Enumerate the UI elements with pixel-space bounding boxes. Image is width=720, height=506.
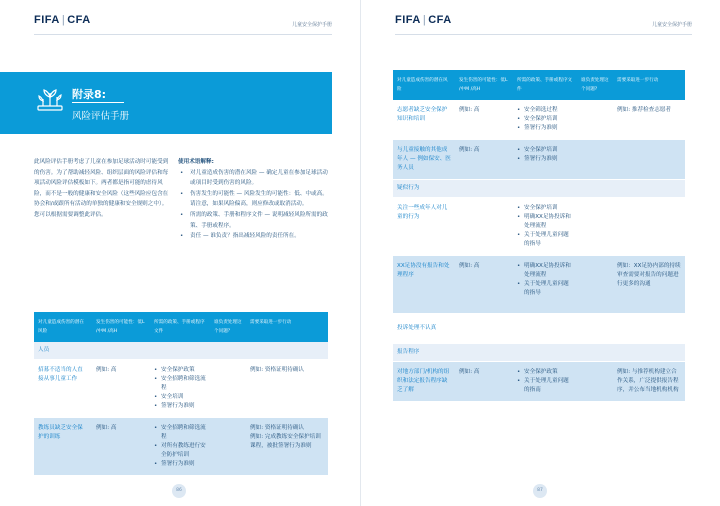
likelihood-cell: 例如: 高 <box>92 360 150 418</box>
running-title: 儿童安全保护手册 <box>651 22 692 28</box>
policy-item: • 安全保护政策 <box>517 368 573 377</box>
action-cell: 例如: 推荐检查志愿者 <box>613 100 685 140</box>
section-label: 报告程序 <box>393 344 685 362</box>
header-likelihood: 发生伤害的可能性：低L /中M /高H <box>455 70 513 100</box>
running-title: 儿童安全保护手册 <box>291 22 332 28</box>
header-likelihood: 发生伤害的可能性：低L /中M /高H <box>92 312 150 342</box>
likelihood-cell: 例如: 高 <box>455 256 513 314</box>
likelihood-cell <box>455 198 513 256</box>
table-row <box>393 100 685 140</box>
definition-item: • 伤害发生的可能性 — 风险发生的可能性：低、中或高。请注意，如果风险偏高，则应修改或取消活动。 <box>178 189 328 210</box>
header-action: 需要采取进一步行动 <box>246 312 328 342</box>
risk-cell: 与儿童接触的其他成年人 — 例如保安、医务人员 <box>393 140 455 180</box>
definition-item: • 责任 — 谁负责？指出减轻风险的责任所在。 <box>178 231 328 242</box>
table-row <box>393 256 685 314</box>
header-rule <box>34 34 332 35</box>
risk-table-left <box>34 312 328 476</box>
policies-cell <box>513 140 577 180</box>
table-section-row <box>393 180 685 198</box>
logo-cfa-text: CFA <box>428 14 452 26</box>
appendix-number: 附录8: <box>72 88 107 101</box>
responsible-cell <box>210 418 246 476</box>
policy-item: • 关于处理儿童问题的指导 <box>517 280 573 298</box>
table-header-row <box>393 70 685 100</box>
responsible-cell <box>577 256 613 314</box>
action-cell <box>613 140 685 180</box>
policy-item: • 安全筛选过程 <box>517 106 573 115</box>
table-section-row <box>393 314 685 344</box>
growth-plant-icon <box>34 86 66 118</box>
risk-cell: 教练员缺乏安全保护的训练 <box>34 418 92 476</box>
risk-cell: 志愿者缺乏安全保护知识和培训 <box>393 100 455 140</box>
table-row <box>393 140 685 180</box>
header-risk: 对儿童造成伤害的潜在风险 <box>34 312 92 342</box>
likelihood-cell: 例如: 高 <box>455 100 513 140</box>
risk-cell: 招募不适当的人直接从事儿童工作 <box>34 360 92 418</box>
page-number: 86 <box>172 484 186 498</box>
fifa-cfa-logo <box>34 14 91 26</box>
intro-paragraph: 此风险评估手册考虑了儿童在参加足球活动时可能受到的伤害。为了帮助减轻风险、组织层面的风险评估和每项活动风险评估模板如下。两者都是指可能的虐待风险，而不是一般的健康和安全风险（这些风险应包含在协会和/或跟所有活动的单独的健康和安全规则之中）。您可以根据需要调整此评估。 <box>34 159 169 218</box>
definitions-list <box>178 168 328 242</box>
policy-item: • 安全保护培训 <box>517 146 573 155</box>
policy-item: • 安全招聘和筛选流程 <box>154 424 206 442</box>
likelihood-cell: 例如: 高 <box>92 418 150 476</box>
header-rule <box>395 34 692 35</box>
policy-item: • 关于处理儿童问题的指导 <box>517 231 573 249</box>
policies-cell <box>513 362 577 402</box>
policy-item: • 关于处理儿童问题的指南 <box>517 377 573 395</box>
logo-fifa-text: FIFA <box>395 14 421 26</box>
policy-item: • 签署行为准则 <box>517 155 573 164</box>
logo-separator: | <box>61 14 66 26</box>
policies-cell <box>513 256 577 314</box>
fifa-cfa-logo <box>395 14 452 26</box>
policies-cell <box>150 360 210 418</box>
page-number: 87 <box>533 484 547 498</box>
appendix-banner <box>0 72 332 134</box>
header-policies: 所需的政策、手册或程序文件 <box>513 70 577 100</box>
table-row <box>34 360 328 418</box>
logo-separator: | <box>422 14 427 26</box>
banner-rule <box>72 102 124 103</box>
table-section-row <box>34 342 328 360</box>
section-label: 人员 <box>34 342 328 360</box>
table-row <box>393 198 685 256</box>
policies-cell <box>150 418 210 476</box>
responsible-cell <box>577 140 613 180</box>
likelihood-cell: 例如: 高 <box>455 140 513 180</box>
header-risk: 对儿童造成伤害的潜在风险 <box>393 70 455 100</box>
responsible-cell <box>577 100 613 140</box>
logo-cfa-text: CFA <box>67 14 91 26</box>
policy-item: • 安全培训 <box>154 393 206 402</box>
policy-item: • 签署行为准则 <box>154 402 206 411</box>
logo-fifa-text: FIFA <box>34 14 60 26</box>
header-responsible: 谁负责处理这个问题？ <box>210 312 246 342</box>
risk-table-right <box>393 70 685 402</box>
table-row <box>34 418 328 476</box>
policy-item: • 对所有教练进行安全防护培训 <box>154 442 206 460</box>
section-label: 投诉处理不认真 <box>393 314 685 344</box>
policy-item: • 签署行为准则 <box>154 460 206 469</box>
policy-item: • 明确XX足协投诉和处理流程 <box>517 213 573 231</box>
definition-item: • 对儿童造成伤害的潜在风险 — 确定儿童在参加足球活动或项目时受到伤害的风险。 <box>178 168 328 189</box>
table-row <box>393 362 685 402</box>
action-cell: 例如: 与推荐机构建立合作关系，广泛提供报告程序，并公布当地机构机构 <box>613 362 685 402</box>
action-cell: 例如：XX足协内部的持续审查需要对报告的问题进行更多的沟通 <box>613 256 685 314</box>
definitions-block <box>178 157 328 242</box>
policy-item: • 安全保护培训 <box>517 115 573 124</box>
policy-item: • 签署行为准则 <box>517 124 573 133</box>
likelihood-cell: 例如: 高 <box>455 362 513 402</box>
action-cell: 例如: 资格证明待确认 例如: 完成教练安全保护培训课程，被批签署行为准则 <box>246 418 328 476</box>
action-cell: 例如: 资格证明待确认 <box>246 360 328 418</box>
section-label: 疑似行为 <box>393 180 685 198</box>
policy-item: • 安全招聘和筛选流程 <box>154 375 206 393</box>
header-policies: 所需的政策、手册或程序文件 <box>150 312 210 342</box>
policy-item: • 安全保护培训 <box>517 204 573 213</box>
header-action: 需要采取进一步行动 <box>613 70 685 100</box>
responsible-cell <box>577 198 613 256</box>
header-responsible: 谁负责处理这个问题? <box>577 70 613 100</box>
policy-item: • 明确XX足协投诉和处理流程 <box>517 262 573 280</box>
table-section-row <box>393 344 685 362</box>
policy-item: • 安全保护政策 <box>154 366 206 375</box>
appendix-title: 风险评估手册 <box>72 111 130 122</box>
table-header-row <box>34 312 328 342</box>
definitions-title: 使用术语解释: <box>178 159 214 165</box>
action-cell <box>613 198 685 256</box>
risk-cell: XX足协没有报告和处理程序 <box>393 256 455 314</box>
policies-cell <box>513 198 577 256</box>
policies-cell <box>513 100 577 140</box>
risk-cell: 关注一些成年人对儿童的行为 <box>393 198 455 256</box>
responsible-cell <box>210 360 246 418</box>
risk-cell: 对地方部门/机构的组织和法定报告程序缺乏了解 <box>393 362 455 402</box>
definition-item: • 所需的政策、手册和程序文件 — 说明减轻风险所需的政策、手册或程序。 <box>178 210 328 231</box>
responsible-cell <box>577 362 613 402</box>
